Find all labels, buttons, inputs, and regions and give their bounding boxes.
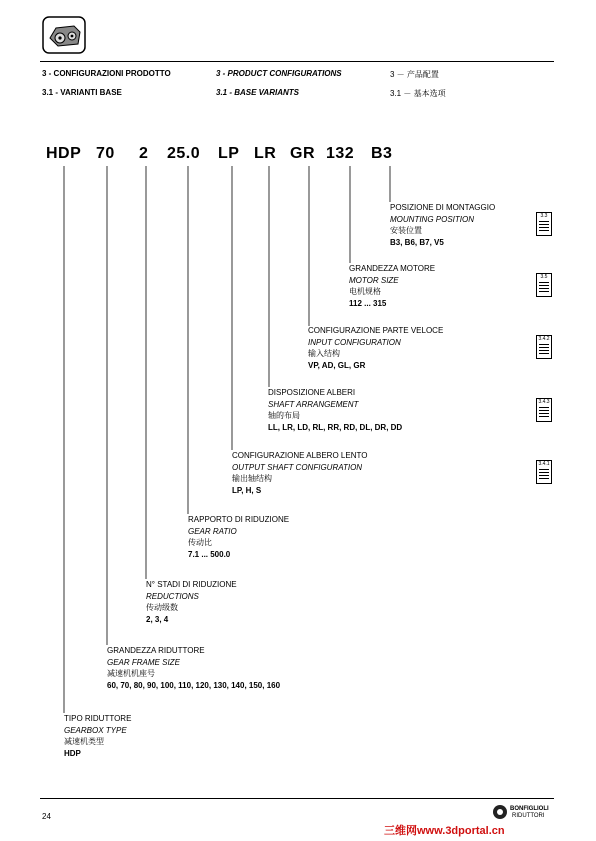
- field-label-en: GEARBOX TYPE: [64, 725, 127, 735]
- section-ref-icon-3-4-2[interactable]: [536, 335, 552, 359]
- code-70: 70: [96, 145, 115, 162]
- field-label-en: INPUT CONFIGURATION: [308, 337, 401, 347]
- field-label-it: GRANDEZZA RIDUTTORE: [107, 646, 205, 655]
- section-ref-label: 3.5: [540, 274, 548, 280]
- field-label-en: GEAR RATIO: [188, 526, 237, 536]
- field-label-it: GRANDEZZA MOTORE: [349, 264, 436, 273]
- section-ref-label: 3.4.3: [538, 399, 550, 405]
- field-label-cn: 电机规格: [349, 287, 381, 296]
- field-values: 112 ... 315: [349, 298, 387, 308]
- field-label-cn: 安装位置: [390, 226, 422, 235]
- header-cn-section: 3 － 产品配置: [390, 70, 439, 79]
- field-label-it: CONFIGURAZIONE PARTE VELOCE: [308, 326, 444, 335]
- field-gear-frame-size: [107, 645, 280, 691]
- section-ref-icon-3-5[interactable]: [536, 273, 552, 297]
- code-132: 132: [326, 145, 355, 162]
- section-ref-label: 3.4.1: [538, 461, 550, 467]
- field-label-it: CONFIGURAZIONE ALBERO LENTO: [232, 451, 368, 460]
- code-hdp: HDP: [46, 145, 82, 162]
- field-mounting-position: [390, 202, 495, 248]
- field-values: LP, H, S: [232, 485, 262, 495]
- section-ref-icon-3-3[interactable]: [536, 212, 552, 236]
- field-label-en: MOTOR SIZE: [349, 275, 399, 285]
- field-values: HDP: [64, 748, 81, 758]
- field-values: 7.1 ... 500.0: [188, 549, 231, 559]
- field-label-en: MOUNTING POSITION: [390, 214, 474, 224]
- field-label-it: DISPOSIZIONE ALBERI: [268, 388, 356, 397]
- field-gearbox-type: [64, 713, 131, 759]
- field-input-configuration: [308, 325, 443, 371]
- field-label-cn: 输出轴结构: [232, 474, 272, 483]
- field-label-cn: 轴的布局: [268, 411, 300, 420]
- field-label-it: POSIZIONE DI MONTAGGIO: [390, 203, 496, 212]
- header-en-subsection: 3.1 - BASE VARIANTS: [216, 88, 299, 97]
- code-lp: LP: [218, 145, 240, 162]
- field-label-cn: 减速机机座号: [107, 669, 155, 678]
- code-lr: LR: [254, 145, 277, 162]
- field-label-it: TIPO RIDUTTORE: [64, 714, 132, 723]
- section-ref-icon-3-4-1[interactable]: [536, 460, 552, 484]
- brand-gear-icon: [492, 804, 508, 820]
- header-it-subsection: 3.1 - VARIANTI BASE: [42, 88, 122, 97]
- field-label-it: N° STADI DI RIDUZIONE: [146, 580, 237, 589]
- field-label-en: OUTPUT SHAFT CONFIGURATION: [232, 462, 363, 472]
- field-label-cn: 减速机类型: [64, 737, 104, 746]
- field-label-en: GEAR FRAME SIZE: [107, 657, 180, 667]
- header-en-section: 3 - PRODUCT CONFIGURATIONS: [216, 69, 342, 78]
- field-motor-size: [349, 263, 435, 309]
- field-values: 60, 70, 80, 90, 100, 110, 120, 130, 140, 150, 160: [107, 680, 281, 690]
- field-label-it: RAPPORTO DI RIDUZIONE: [188, 515, 290, 524]
- watermark-text: 三维网www.3dportal.cn: [384, 825, 505, 837]
- field-reductions: [146, 579, 237, 625]
- code-gr: GR: [290, 145, 315, 162]
- field-values: 2, 3, 4: [146, 614, 169, 624]
- brand-subname: RIDUTTORI: [512, 813, 545, 819]
- header-it-section: 3 - CONFIGURAZIONI PRODOTTO: [42, 69, 171, 78]
- field-output-shaft-configuration: [232, 450, 367, 496]
- brand-logo: [492, 803, 556, 823]
- field-values: LL, LR, LD, RL, RR, RD, DL, DR, DD: [268, 422, 403, 432]
- field-values: VP, AD, GL, GR: [308, 360, 366, 370]
- field-shaft-arrangement: [268, 387, 402, 433]
- section-ref-label: 3.3: [540, 213, 548, 219]
- field-label-cn: 传动级数: [146, 603, 178, 612]
- footer-rule: [40, 798, 554, 799]
- field-gear-ratio: [188, 514, 289, 560]
- code-25-0: 25.0: [167, 145, 201, 162]
- field-label-en: SHAFT ARRANGEMENT: [268, 399, 359, 409]
- field-label-cn: 传动比: [188, 538, 212, 547]
- section-ref-icon-3-4-3[interactable]: [536, 398, 552, 422]
- code-2: 2: [139, 145, 149, 162]
- field-label-en: REDUCTIONS: [146, 591, 199, 601]
- brand-name: BONFIGLIOLI: [510, 806, 549, 812]
- field-values: B3, B6, B7, V5: [390, 237, 444, 247]
- header-cn-subsection: 3.1 － 基本选项: [390, 89, 446, 98]
- code-b3: B3: [371, 145, 393, 162]
- section-ref-label: 3.4.2: [538, 336, 550, 342]
- page-number: 24: [42, 812, 51, 821]
- field-label-cn: 输入结构: [308, 349, 340, 358]
